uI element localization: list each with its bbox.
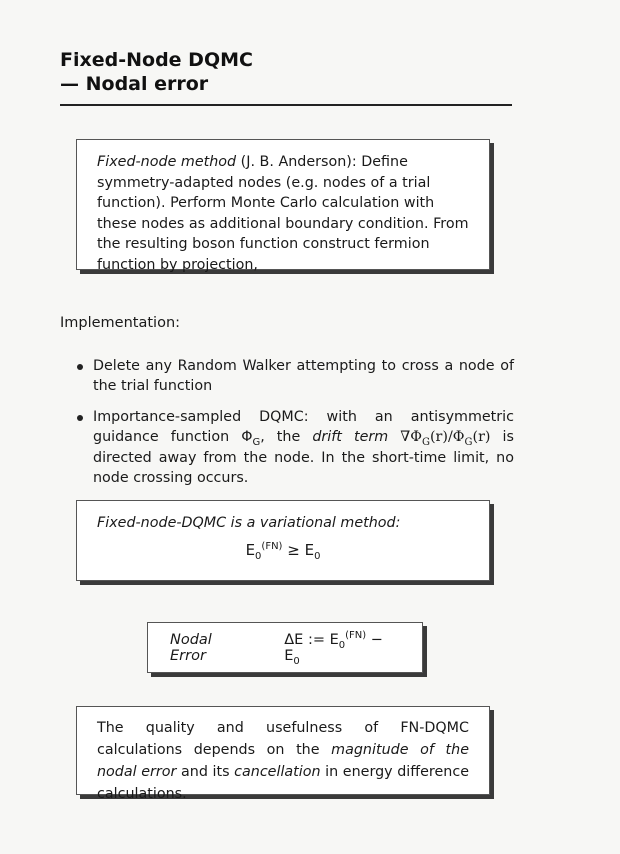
ne-eq-end-sub: 0 [293,655,300,667]
drift-term: drift term [312,429,389,446]
formula-sub-2: G [464,437,473,449]
bullet-2-part1: Importance-sampled DQMC: with an antisymmetric guidance function Φ [93,408,514,446]
bullet-2-part3: is directed away from the node. In the short-time limit, no node crossing occurs. [93,429,514,487]
ne-eq-sup: (FN) [345,629,367,641]
quality-text [97,717,469,805]
quality-part2: and its [176,764,235,780]
title-line-1: Fixed-Node DQMC [60,49,253,71]
implementation-heading: Implementation: [60,315,181,331]
bullet-text-2 [93,409,514,486]
title-divider [60,104,512,106]
quality-part1: The quality and usefulness of FN-DQMC calculations depends on the [97,720,469,758]
quality-part3: in energy difference calculations. [97,764,469,802]
bullet-2-part2: , the [260,429,313,446]
formula-mid: (r)/Φ [429,429,465,446]
nodal-error-label: Nodal Error [170,631,212,664]
eq-lhs: E [245,541,256,559]
definition-body: (J. B. Anderson): Define symmetry-adapted nodes (e.g. nodes of a trial function). Perform Monte Carlo calculation with these nodes as additional boundary condition. From the resulting boson function construct fermion function by projection, [97,154,469,273]
eq-lhs-sub: 0 [255,551,262,562]
variational-equation [97,541,469,562]
drift-formula [400,429,491,449]
definition-text [97,152,475,276]
nodal-error-box [147,622,423,673]
title-line-2: — Nodal error [60,73,209,95]
nodal-error-equation [284,629,400,667]
variational-statement: Fixed-node-DQMC is a variational method: [97,515,401,531]
eq-rhs-sub: 0 [314,551,321,562]
definition-term: Fixed-node method [97,154,237,170]
definition-box [76,139,490,273]
list-item [76,407,514,489]
eq-relation: ≥ E [282,541,315,559]
bullet-text-1: Delete any Random Walker attempting to cross a node of the trial function [93,358,514,395]
formula-start: ∇Φ [400,429,422,446]
eq-lhs-sup: (FN) [261,541,283,552]
formula-sub-1: G [421,437,430,449]
ne-eq-start: ΔE := E [284,631,339,648]
formula-end: (r) [472,429,491,446]
implementation-list [76,356,514,498]
page-title [60,48,253,96]
quality-cancellation: cancellation [234,764,321,780]
quality-magnitude: magnitude of the nodal error [97,742,469,780]
bullet-icon [77,415,83,421]
quality-box [76,706,490,802]
bullet-2-sub: G [252,437,261,449]
variational-box [76,500,490,581]
bullet-icon [77,364,83,370]
ne-eq-end: − E [284,631,383,664]
ne-eq-sub: 0 [338,639,346,651]
list-item [76,356,514,397]
